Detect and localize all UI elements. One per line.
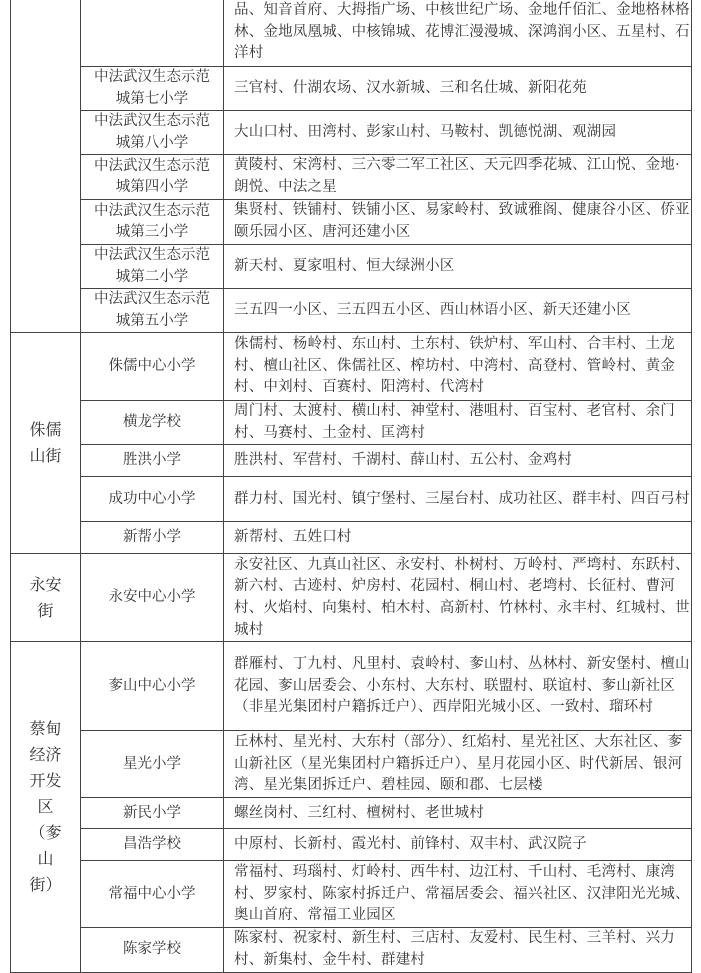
school-cell: 昌浩学校 <box>81 829 224 861</box>
street-cell <box>11 0 81 333</box>
school-cell: 中法武汉生态示范城第四小学 <box>81 155 224 200</box>
street-cell: 侏儒山街 <box>11 333 81 554</box>
area-cell: 侏儒村、杨岭村、东山村、土东村、铁炉村、军山村、合丰村、土龙村、檀山社区、侏儒社区、榨坊村、中湾村、高登村、管岭村、黄金村、中刘村、百赛村、阳湾村、代湾村 <box>224 333 692 401</box>
school-cell: 新民小学 <box>81 798 224 829</box>
area-cell: 胜洪村、军营村、千湖村、薛山村、五公村、金鸡村 <box>224 445 692 477</box>
table-row <box>11 642 692 731</box>
area-cell: 丘林村、星光村、大东村（部分）、红焰村、星光社区、大东社区、奓山新社区（星光集团村户籍拆迁户）、星月花园小区、时代新居、银河湾、星光集团拆迁户、碧桂园、颐和郡、七层楼 <box>224 731 692 798</box>
table-row <box>11 67 692 111</box>
table-row <box>11 798 692 829</box>
table-row <box>11 111 692 155</box>
table-row <box>11 522 692 554</box>
area-cell: 集贤村、铁铺村、铁铺小区、易家岭村、致诚雅阁、健康谷小区、侨亚颐乐园小区、唐河还建小区 <box>224 200 692 245</box>
school-cell: 横龙学校 <box>81 401 224 445</box>
school-cell: 中法武汉生态示范城第二小学 <box>81 245 224 289</box>
area-cell: 新帮村、五姓口村 <box>224 522 692 554</box>
area-cell: 群力村、国光村、镇宁堡村、三屋台村、成功社区、群丰村、四百弓村 <box>224 477 692 522</box>
area-cell: 新天村、夏家咀村、恒大绿洲小区 <box>224 245 692 289</box>
school-cell: 中法武汉生态示范城第七小学 <box>81 67 224 111</box>
table-row <box>11 401 692 445</box>
street-cell: 蔡甸经济开发区（奓山街） <box>11 642 81 972</box>
area-cell: 黄陵村、宋湾村、三六零二军工社区、天元四季花城、江山悦、金地·朗悦、中法之星 <box>224 155 692 200</box>
school-cell: 中法武汉生态示范城第五小学 <box>81 289 224 333</box>
table-row <box>11 554 692 642</box>
school-cell: 侏儒中心小学 <box>81 333 224 401</box>
area-cell: 中原村、长新村、霞光村、前锋村、双丰村、武汉院子 <box>224 829 692 861</box>
area-cell: 陈家村、祝家村、新生村、三店村、友爱村、民生村、三羊村、兴力村、新集村、金牛村、群建村 <box>224 928 692 972</box>
table-row <box>11 861 692 928</box>
school-cell: 星光小学 <box>81 731 224 798</box>
school-cell <box>81 0 224 67</box>
table-row <box>11 445 692 477</box>
table-row <box>11 829 692 861</box>
table-row <box>11 155 692 200</box>
street-cell: 永安街 <box>11 554 81 642</box>
table-row <box>11 245 692 289</box>
school-cell: 中法武汉生态示范城第三小学 <box>81 200 224 245</box>
school-cell: 胜洪小学 <box>81 445 224 477</box>
table-row <box>11 477 692 522</box>
area-cell: 螺丝岗村、三红村、檀树村、老世城村 <box>224 798 692 829</box>
school-cell: 陈家学校 <box>81 928 224 972</box>
school-cell: 成功中心小学 <box>81 477 224 522</box>
school-cell: 奓山中心小学 <box>81 642 224 731</box>
table-row <box>11 333 692 401</box>
area-cell: 群雁村、丁九村、凡里村、袁岭村、奓山村、丛林村、新安堡村、檀山花园、奓山居委会、小东村、大东村、联盟村、联谊村、奓山新社区（非星光集团村户籍拆迁户）、西岸阳光城小区、一致村、瑠环村 <box>224 642 692 731</box>
table-row <box>11 0 692 67</box>
school-cell: 中法武汉生态示范城第八小学 <box>81 111 224 155</box>
area-cell: 品、知音首府、大拇指广场、中核世纪广场、金地仟佰汇、金地格林格林、金地凤凰城、中核锦城、花博汇漫漫城、深鸿润小区、五星村、石洋村 <box>224 0 692 67</box>
area-cell: 常福村、玛瑙村、灯岭村、西牛村、边江村、千山村、毛湾村、康湾村、罗家村、陈家村拆迁户、常福居委会、福兴社区、汉津阳光光城、奥山首府、常福工业园区 <box>224 861 692 928</box>
school-district-table <box>10 0 692 973</box>
school-cell: 常福中心小学 <box>81 861 224 928</box>
school-cell: 永安中心小学 <box>81 554 224 642</box>
school-cell: 新帮小学 <box>81 522 224 554</box>
area-cell: 三官村、什湖农场、汉水新城、三和名仕城、新阳花苑 <box>224 67 692 111</box>
area-cell: 周门村、太渡村、横山村、神堂村、港咀村、百宝村、老官村、余门村、马赛村、土金村、匡湾村 <box>224 401 692 445</box>
area-cell: 永安社区、九真山社区、永安村、朴树村、万岭村、严塆村、东跃村、新六村、古迹村、炉房村、花园村、桐山村、老塆村、长征村、曹河村、火焰村、向集村、柏木村、高新村、竹林村、永丰村、红城村、世城村 <box>224 554 692 642</box>
table-row <box>11 731 692 798</box>
table-row <box>11 200 692 245</box>
table-row <box>11 289 692 333</box>
area-cell: 大山口村、田湾村、彭家山村、马鞍村、凯德悦湖、观湖园 <box>224 111 692 155</box>
area-cell: 三五四一小区、三五四五小区、西山林语小区、新天还建小区 <box>224 289 692 333</box>
